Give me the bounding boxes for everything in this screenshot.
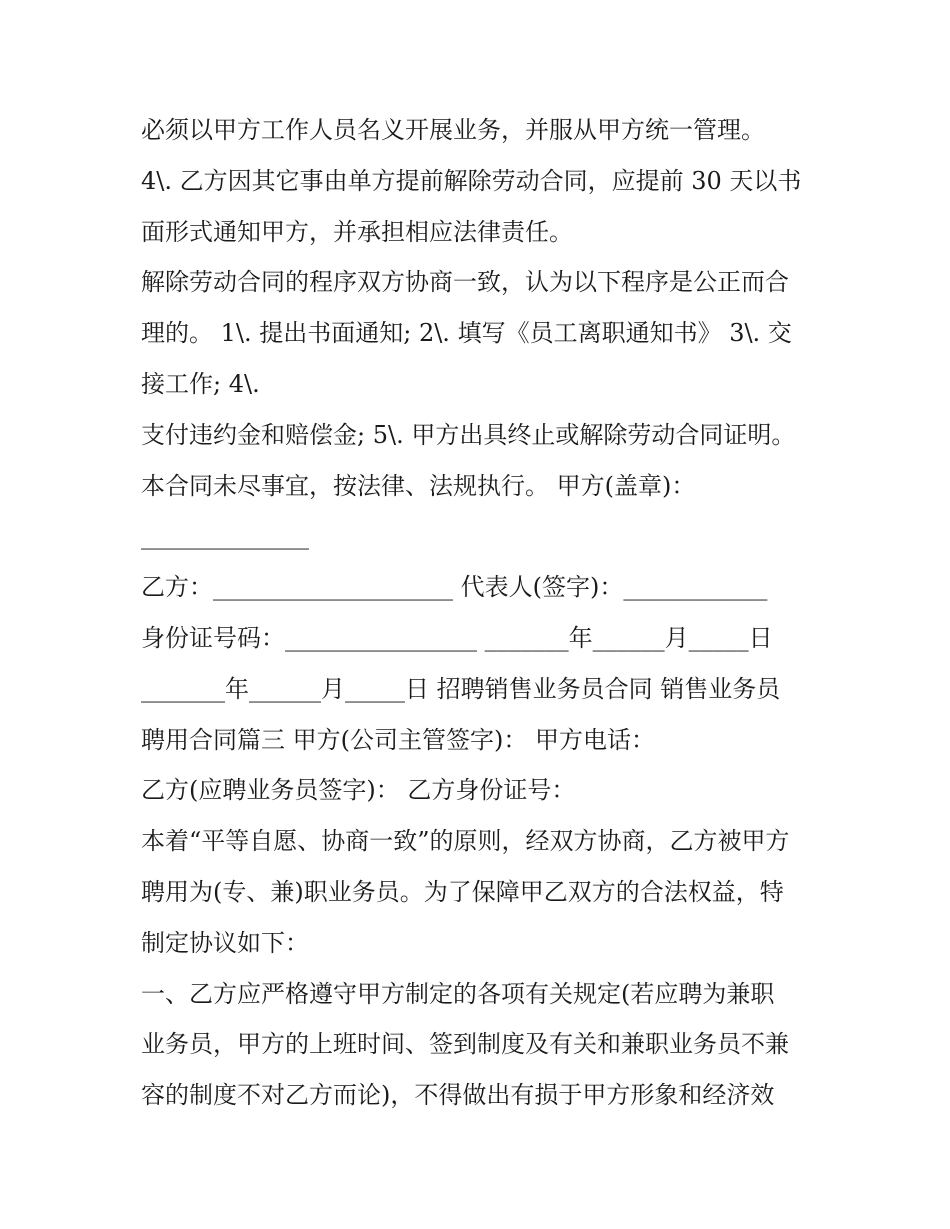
text-line: 乙方(应聘业务员签字)： 乙方身份证号：	[141, 776, 576, 805]
text-line: 解除劳动合同的程序双方协商一致，认为以下程序是公正而合	[141, 268, 789, 297]
text-line: 理的。 1\. 提出书面通知; 2\. 填写《员工离职通知书》 3\. 交	[141, 319, 792, 348]
text-line: 必须以甲方工作人员名义开展业务，并服从甲方统一管理。	[141, 116, 765, 144]
text-line: 一、乙方应严格遵守甲方制定的各项有关规定(若应聘为兼职	[141, 979, 775, 1008]
signature-blank-line: ______________	[141, 522, 309, 551]
text-line: 聘用为(专、兼)职业务员。为了保障甲乙双方的合法权益，特	[141, 877, 784, 906]
text-line: 聘用合同篇三 甲方(公司主管签字)： 甲方电话：	[141, 725, 655, 754]
document-body	[141, 105, 821, 1121]
text-line: 本合同未尽事宜，按法律、法规执行。 甲方(盖章)：	[141, 471, 696, 500]
text-line: 面形式通知甲方，并承担相应法律责任。	[141, 217, 573, 246]
text-line: 4\. 乙方因其它事由单方提前解除劳动合同，应提前 30 天以书	[141, 166, 802, 195]
text-line: 业务员，甲方的上班时间、签到制度及有关和兼职业务员不兼	[141, 1030, 789, 1059]
text-line: 乙方：____________________ 代表人(签字)：____________	[141, 573, 768, 602]
text-line: _______年______月_____日 招聘销售业务员合同 销售业务员	[141, 674, 781, 703]
text-line: 身份证号码：________________ _______年______月_____日	[141, 623, 773, 652]
text-line: 容的制度不对乙方而论)，不得做出有损于甲方形象和经济效	[141, 1081, 775, 1110]
text-line: 制定协议如下：	[141, 928, 309, 957]
text-line: 接工作; 4\.	[141, 369, 260, 398]
text-line: 支付违约金和赔偿金; 5\. 甲方出具终止或解除劳动合同证明。	[141, 420, 796, 449]
text-line: 本着“平等自愿、协商一致”的原则，经双方协商，乙方被甲方	[141, 827, 790, 856]
